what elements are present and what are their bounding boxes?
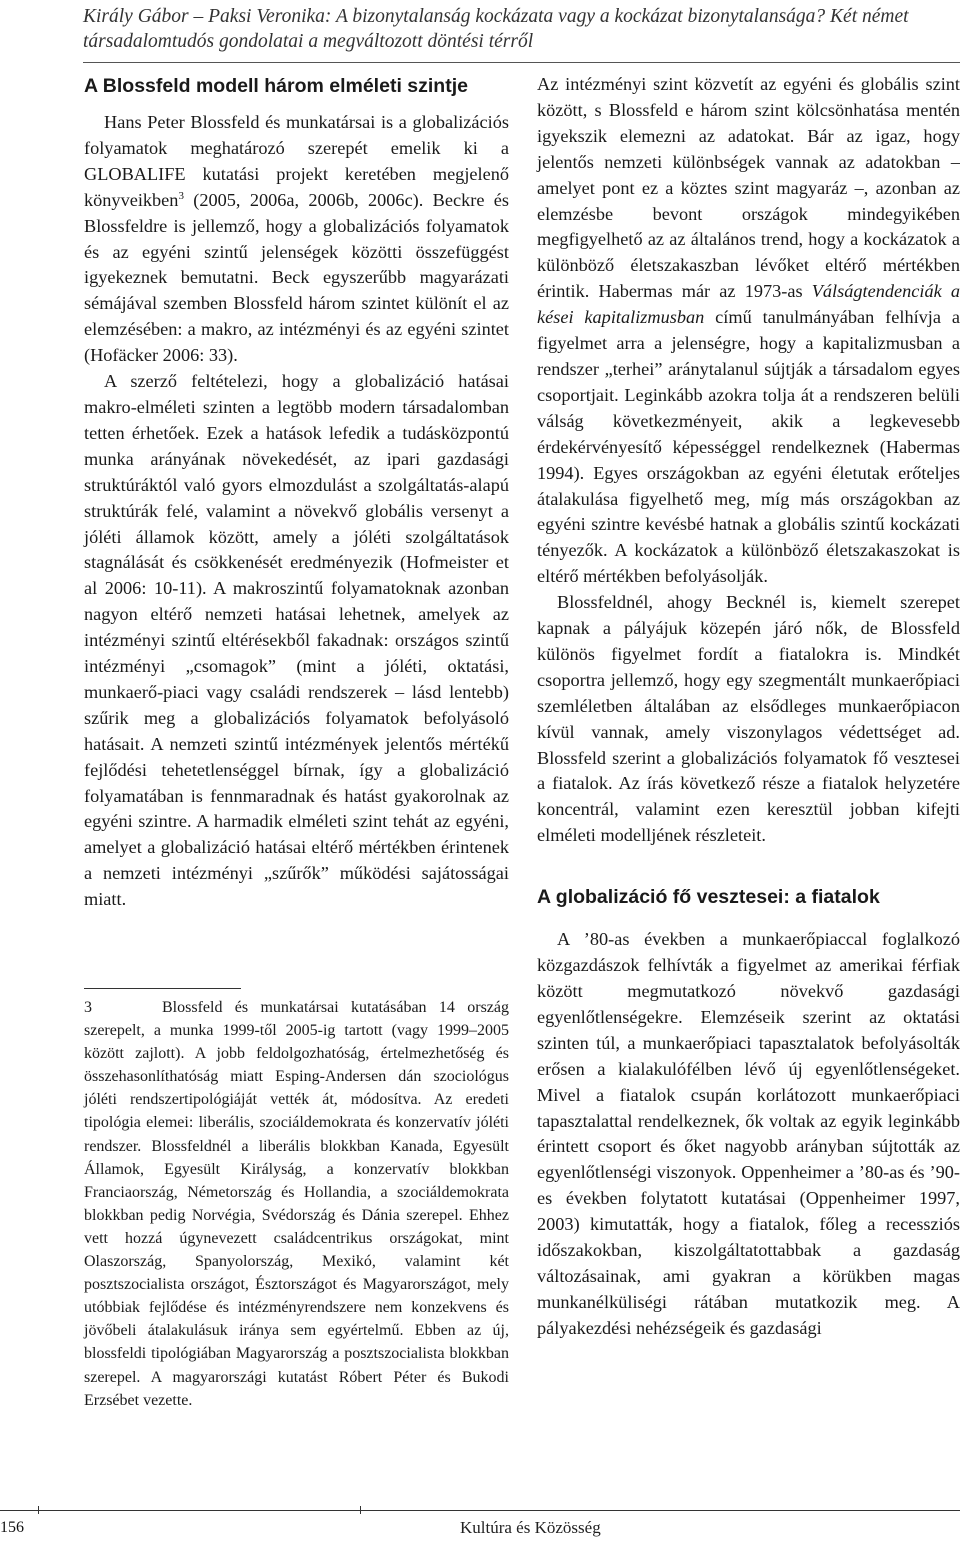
footnote-divider [84, 988, 241, 989]
paragraph-text: (2005, 2006a, 2006b, 2006c). Beckre és Blossfeldre is jellemző, hogy a globalizációs folyamatok és az egyéni szintű jelenségek közötti összefüggést igyekeznek bemutatni. Beck egyszerűbb magyarázati sémájával szemben Blossfeld három szintet különít el az elemzésében: a makro, az intézményi és az egyéni szintet (Hofäcker 2006: 33). [84, 189, 509, 366]
paragraph-text: Hans Peter Blossfeld és munkatársai is a globalizációs folyamatok meghatározó szerepét emelik ki a GLOBALIFE kutatási projekt keretében megjelenő könyveikben [84, 112, 509, 210]
paragraph-text: című tanulmányában felhívja a figyelmet arra a jelenségre, hogy a kapitalizmusban a rendszer „terhei” aránytalanul sújtják a társadalom egyes csoportjait. Leginkább azokra tolja át a rendszeren belüli válság következményeit, akik a legkevesebb érdekérvényesítő képességgel rendelkeznek (Habermas 1994). Egyes országokban az egyéni életutak erőteljes átalakulása figyelhető meg, míg más országokban az egyéni szintre kevésbé hatnak a globális szintű kockázati tényezők. A kockázatok a különböző életszakaszokat is eltérő mértékben befolyásolják. [537, 307, 960, 587]
footnote [84, 996, 509, 1412]
book-title: Válságtendenciák a kései kapitalizmusban [537, 281, 960, 328]
section-title-blossfeld-model: A Blossfeld modell három elméleti szintje [84, 75, 468, 97]
paragraph [84, 110, 509, 369]
paragraph: A ’80-as években a munkaerőpiaccal foglalkozó közgazdászok felhívták a figyelmet az amerikai férfiak között megmutatkozó növekvő gazdasági egyenlőtlenségekre. Elemzéseik szerint az oktatási szinten túl, a munkaerőpiaci tapasztalatok befolyásolták erősen a kialakulófélben lévő új egyenlőtlenségeket. Mivel a fiatalok csupán korlátozott munkaerőpiaci tapasztalattal rendelkeznek, ők voltak az egyik leginkább érintett csoport és őket nagyobb arányban sújtották az egyenlőtlenségi viszonyok. Oppenheimer a ’80-as és ’90-es években folytatott kutatásai (Oppenheimer 1997, 2003) kimutatták, hogy a fiatalok, főleg a recessziós időszakokban, kiszolgáltatottabbak a gazdaság változásainak, ami gyakran a körükben magas munkanélküliségi rátában mutatkozik meg. A pályakezdési nehézségeik és gazdasági [537, 929, 960, 1338]
footer-tick [360, 1506, 361, 1514]
right-column [537, 72, 960, 1342]
footnote-text: Blossfeld és munkatársai kutatásában 14 ország szerepelt, a munka 1999-től 2005-ig tartott (vagy 1999–2005 között zajlott). A jobb feldolgozhatóság, értelmezhetőség és összehasonlíthatóság miatt Esping-Andersen dán szociológus jóléti rendszertipológiáját vették át, módosítva. Az eredeti tipológia elemei: liberális, szociáldemokrata és konzervatív jóléti rendszer. Blossfeldnél a liberális blokkban Kanada, Egyesült Államok, Egyesült Királyság, a konzervatív blokkban Franciaország, Németország és Hollandia, a szociáldemokrata blokkban pedig Norvégia, Svédország és Dánia szerepel. Ehhez vett hozzá úgynevezett családcentrikus országokat, mint Olaszország, Spanyolország, Mexikó, valamint két posztszocialista országot, Észtországot és Magyarországot, mely utóbbiak fejlődése és intézményrendszere nem konzekvens és jövőbeli átalakulásuk iránya sem egyértelmű. Ebben az új, blossfeldi tipológiában Magyarország a posztszocialista blokkban szerepel. A magyarországi kutatást Róbert Péter és Bukodi Erzsébet vezette. [84, 999, 509, 1409]
footnote-ref[interactable]: 3 [178, 189, 184, 202]
left-column [84, 72, 509, 913]
footer-divider [0, 1510, 960, 1511]
paragraph: Blossfeldnél, ahogy Becknél is, kiemelt szerepet kapnak a pályájuk közepén járó nők, de Blossfeld különös figyelmet fordít a fiatalokra is. Mindkét csoportra jellemző, hogy egy szegmentált munkaerőpiaci szemléletben általában az elsődleges munkaerőpiacon kívül vannak, amely viszonylagos védettséget ad. Blossfeld szerint a globalizációs folyamatok fő vesztesei a fiatalok. Az írás következő része a fiatalok helyzetére koncentrál, valamint ezen keresztül jobban kifejti elméleti modelljének részleteit. [537, 592, 960, 846]
footer-tick [38, 1506, 39, 1514]
footnote-number: 3 [84, 999, 92, 1016]
journal-title: Kultúra és Közösség [460, 1518, 601, 1537]
page-number: 156 [0, 1519, 24, 1536]
running-header: Király Gábor – Paksi Veronika: A bizonytalanság kockázata vagy a kockázat bizonytalansága? Két német társadalomtudós gondolatai a megváltozott döntési térről [83, 6, 909, 52]
paragraph: A szerző feltételezi, hogy a globalizáció hatásai makro-elméleti szinten a legtöbb modern társadalomban tetten érhetőek. Ezek a hatások lefedik a tudásközpontú munka arányának növekedését, az ipari gazdasági struktúráktól való gyors elmozdulást a szolgáltatás-alapú struktúrák felé, valamint a növekvő globális versenyt a jóléti államok között, amely a jóléti szolgáltatások stagnálását és csökkenését eredményezik (Hofmeister et al 2006: 10-11). A makroszintű folyamatoknak azonban nagyon eltérő nemzeti hatásai lehetnek, amelyek az intézményi szintű eltérésekből fakadnak: országos szintű intézményi „csomagok” (mint a jóléti, oktatási, munkaerő-piaci vagy családi rendszerek – lásd lentebb) szűrik meg a globalizációs folyamatok befolyásoló hatásait. A nemzeti szintű intézmények jelentős mértékű fejlődési tehetetlenséggel bírnak, így a globalizáció folyamatában is fennmaradnak és hatást gyakorolnak az egyéni szintre. A harmadik elméleti szint tehát az egyéni, amelyet a globalizáció hatásai eltérő mértékben érintenek a nemzeti intézményi „szűrők” működési sajátosságai miatt. [84, 371, 509, 910]
header-divider [83, 62, 960, 63]
paragraph-text: Az intézményi szint közvetít az egyéni és globális szint között, s Blossfeld e három szint kölcsönhatása mentén igyekszik elemezni az adatokat. Bár az igaz, hogy jelentős nemzeti különbségek vannak az adatokban – amelyet pont ez a köztes szint magyaráz –, azonban az elemzésbe bevont országok mindegyikében megfigyelhető az az általános trend, hogy a kockázatok a különböző életszakaszban lévőket eltérő mértékben érintik. Habermas már az 1973-as [537, 74, 960, 302]
paragraph [537, 72, 960, 590]
section-title-youth-losers: A globalizáció fő vesztesei: a fiatalok [537, 886, 880, 909]
